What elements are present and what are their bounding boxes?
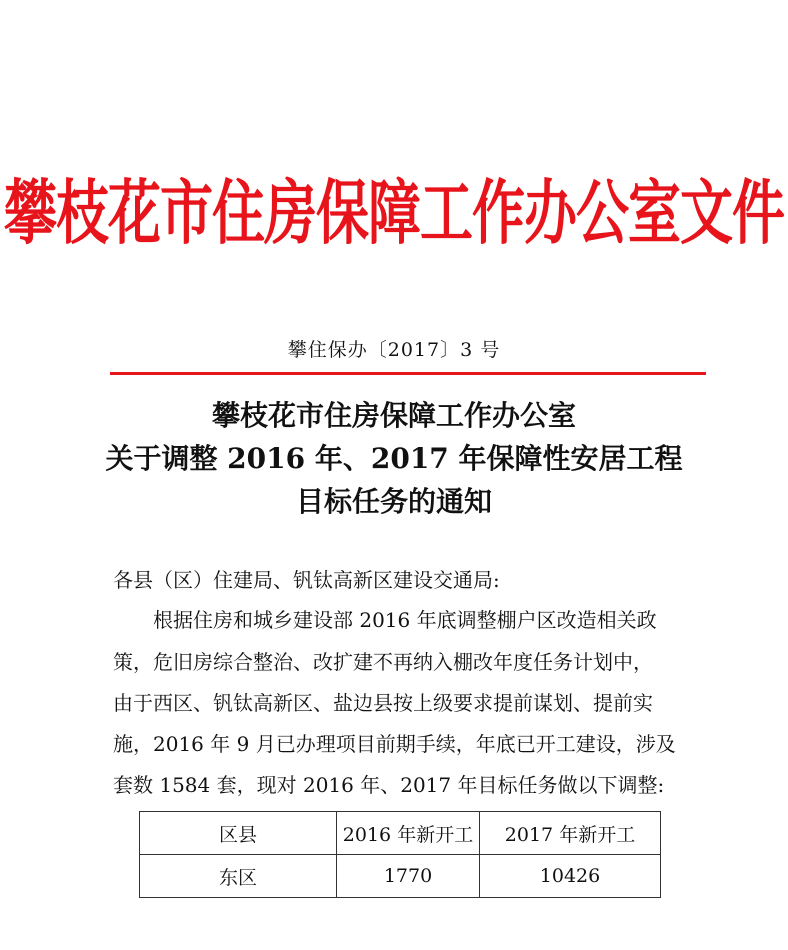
addressee: 各县（区）住建局、钒钛高新区建设交通局: xyxy=(113,568,500,592)
notice-title-line-2: 关于调整 2016 年、2017 年保障性安居工程 xyxy=(105,442,683,475)
table-header-row xyxy=(140,812,661,855)
cell-district: 东区 xyxy=(140,855,337,898)
cell-2016-value: 1770 xyxy=(337,855,480,898)
red-divider-line xyxy=(110,372,706,375)
column-header-district: 区县 xyxy=(140,812,337,855)
table-row xyxy=(140,855,661,898)
body-text-line: 施，2016 年 9 月已办理项目前期手续，年底已开工建设，涉及 xyxy=(113,732,676,756)
body-text-line: 由于西区、钒钛高新区、盐边县按上级要求提前谋划、提前实 xyxy=(113,691,653,715)
body-text-line: 套数 1584 套，现对 2016 年、2017 年目标任务做以下调整: xyxy=(113,773,665,797)
column-header-2017-new-starts: 2017 年新开工 xyxy=(480,812,661,855)
cell-2017-value: 10426 xyxy=(480,855,661,898)
document-number: 攀住保办〔2017〕3 号 xyxy=(287,339,501,361)
notice-title-line-3: 目标任务的通知 xyxy=(295,485,492,518)
body-text-line: 根据住房和城乡建设部 2016 年底调整棚户区改造相关政 xyxy=(153,608,657,632)
target-task-table xyxy=(139,811,661,898)
issuer-title: 攀枝花市住房保障工作办公室文件 xyxy=(4,173,784,254)
notice-title-line-1: 攀枝花市住房保障工作办公室 xyxy=(211,399,576,432)
body-text-line: 策，危旧房综合整治、改扩建不再纳入棚改年度任务计划中， xyxy=(113,650,653,674)
column-header-2016-new-starts: 2016 年新开工 xyxy=(337,812,480,855)
